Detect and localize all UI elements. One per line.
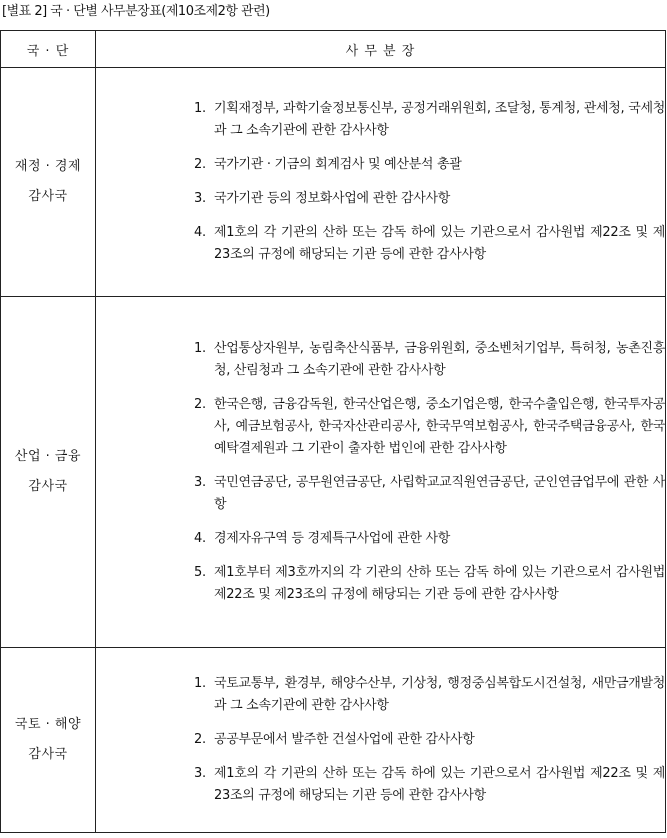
- list-item: [96, 338, 665, 382]
- bureau-name-line: 국토 · 해양: [14, 717, 82, 732]
- item-number: 4.: [194, 225, 206, 240]
- item-number: 3.: [194, 191, 206, 206]
- item-text: 기획재정부, 과학기술정보통신부, 공정거래위원회, 조달청, 통계청, 관세청, 국세청과 그 소속기관에 관한 감사사항: [214, 101, 665, 138]
- item-number: 2.: [194, 732, 206, 747]
- item-text: 경제자유구역 등 경제특구사업에 관한 사항: [214, 531, 450, 546]
- item-number: 2.: [194, 157, 206, 172]
- item-text: 국가기관 · 기금의 회계검사 및 예산분석 총괄: [214, 157, 462, 172]
- item-text: 산업통상자원부, 농림축산식품부, 금융위원회, 중소벤처기업부, 특허청, 농촌진흥청, 산림청과 그 소속기관에 관한 감사사항: [214, 341, 665, 378]
- duties-cell: [96, 68, 666, 297]
- duties-column-header: 사 무 분 장: [96, 31, 666, 68]
- item-number: 3.: [194, 766, 206, 781]
- list-item: [96, 98, 665, 142]
- bureau-name-line: 감사국: [28, 189, 68, 204]
- bureau-name-line: 산업 · 금융: [14, 449, 82, 464]
- list-item: [96, 528, 665, 550]
- item-number: 1.: [194, 676, 206, 691]
- item-text: 국가기관 등의 정보화사업에 관한 감사사항: [214, 191, 450, 206]
- bureau-name-cell: [1, 297, 96, 648]
- item-text: 제1호의 각 기관의 산하 또는 감독 하에 있는 기관으로서 감사원법 제22조 및 제23조의 규정에 해당되는 기관 등에 관한 감사사항: [214, 225, 665, 262]
- bureau-name-line: 감사국: [28, 479, 68, 494]
- duty-allocation-table: [0, 30, 666, 833]
- document-caption: [별표 2] 국 · 단별 사무분장표(제10조제2항 관련): [2, 4, 270, 19]
- item-number: 4.: [194, 531, 206, 546]
- bureau-name-line: 재정 · 경제: [14, 159, 82, 174]
- duty-list: [96, 98, 665, 266]
- item-text: 제1호의 각 기관의 산하 또는 감독 하에 있는 기관으로서 감사원법 제22조 및 제23조의 규정에 해당되는 기관 등에 관한 감사사항: [214, 766, 665, 803]
- table-header-row: [1, 31, 666, 68]
- list-item: [96, 729, 665, 751]
- bureau-name-line: 감사국: [28, 747, 68, 762]
- item-text: 국토교통부, 환경부, 해양수산부, 기상청, 행정중심복합도시건설청, 새만금개발청과 그 소속기관에 관한 감사사항: [214, 676, 665, 713]
- table-row: [1, 68, 666, 297]
- table-row: [1, 648, 666, 833]
- duties-cell: [96, 648, 666, 833]
- item-number: 5.: [194, 565, 206, 580]
- item-text: 공공부문에서 발주한 건설사업에 관한 감사사항: [214, 732, 475, 747]
- list-item: [96, 763, 665, 807]
- item-text: 한국은행, 금융감독원, 한국산업은행, 중소기업은행, 한국수출입은행, 한국투자공사, 예금보험공사, 한국자산관리공사, 한국무역보험공사, 한국주택금융공사, 한국예탁결제원과 그 기관이 출자한 법인에 관한 감사사항: [214, 397, 665, 456]
- list-item: [96, 472, 665, 516]
- item-text: 제1호부터 제3호까지의 각 기관의 산하 또는 감독 하에 있는 기관으로서 감사원법 제22조 및 제23조의 규정에 해당되는 기관 등에 관한 감사사항: [214, 565, 665, 602]
- item-number: 1.: [194, 341, 206, 356]
- table-row: [1, 297, 666, 648]
- list-item: [96, 222, 665, 266]
- item-number: 2.: [194, 397, 206, 412]
- list-item: [96, 188, 665, 210]
- bureau-name-cell: [1, 648, 96, 833]
- bureau-name-cell: [1, 68, 96, 297]
- duty-list: [96, 338, 665, 606]
- list-item: [96, 394, 665, 460]
- list-item: [96, 154, 665, 176]
- item-number: 3.: [194, 475, 206, 490]
- item-text: 국민연금공단, 공무원연금공단, 사립학교교직원연금공단, 군인연금업무에 관한 사항: [214, 475, 665, 512]
- list-item: [96, 673, 665, 717]
- bureau-column-header: 국 · 단: [1, 31, 96, 68]
- duty-list: [96, 673, 665, 807]
- duties-cell: [96, 297, 666, 648]
- list-item: [96, 562, 665, 606]
- item-number: 1.: [194, 101, 206, 116]
